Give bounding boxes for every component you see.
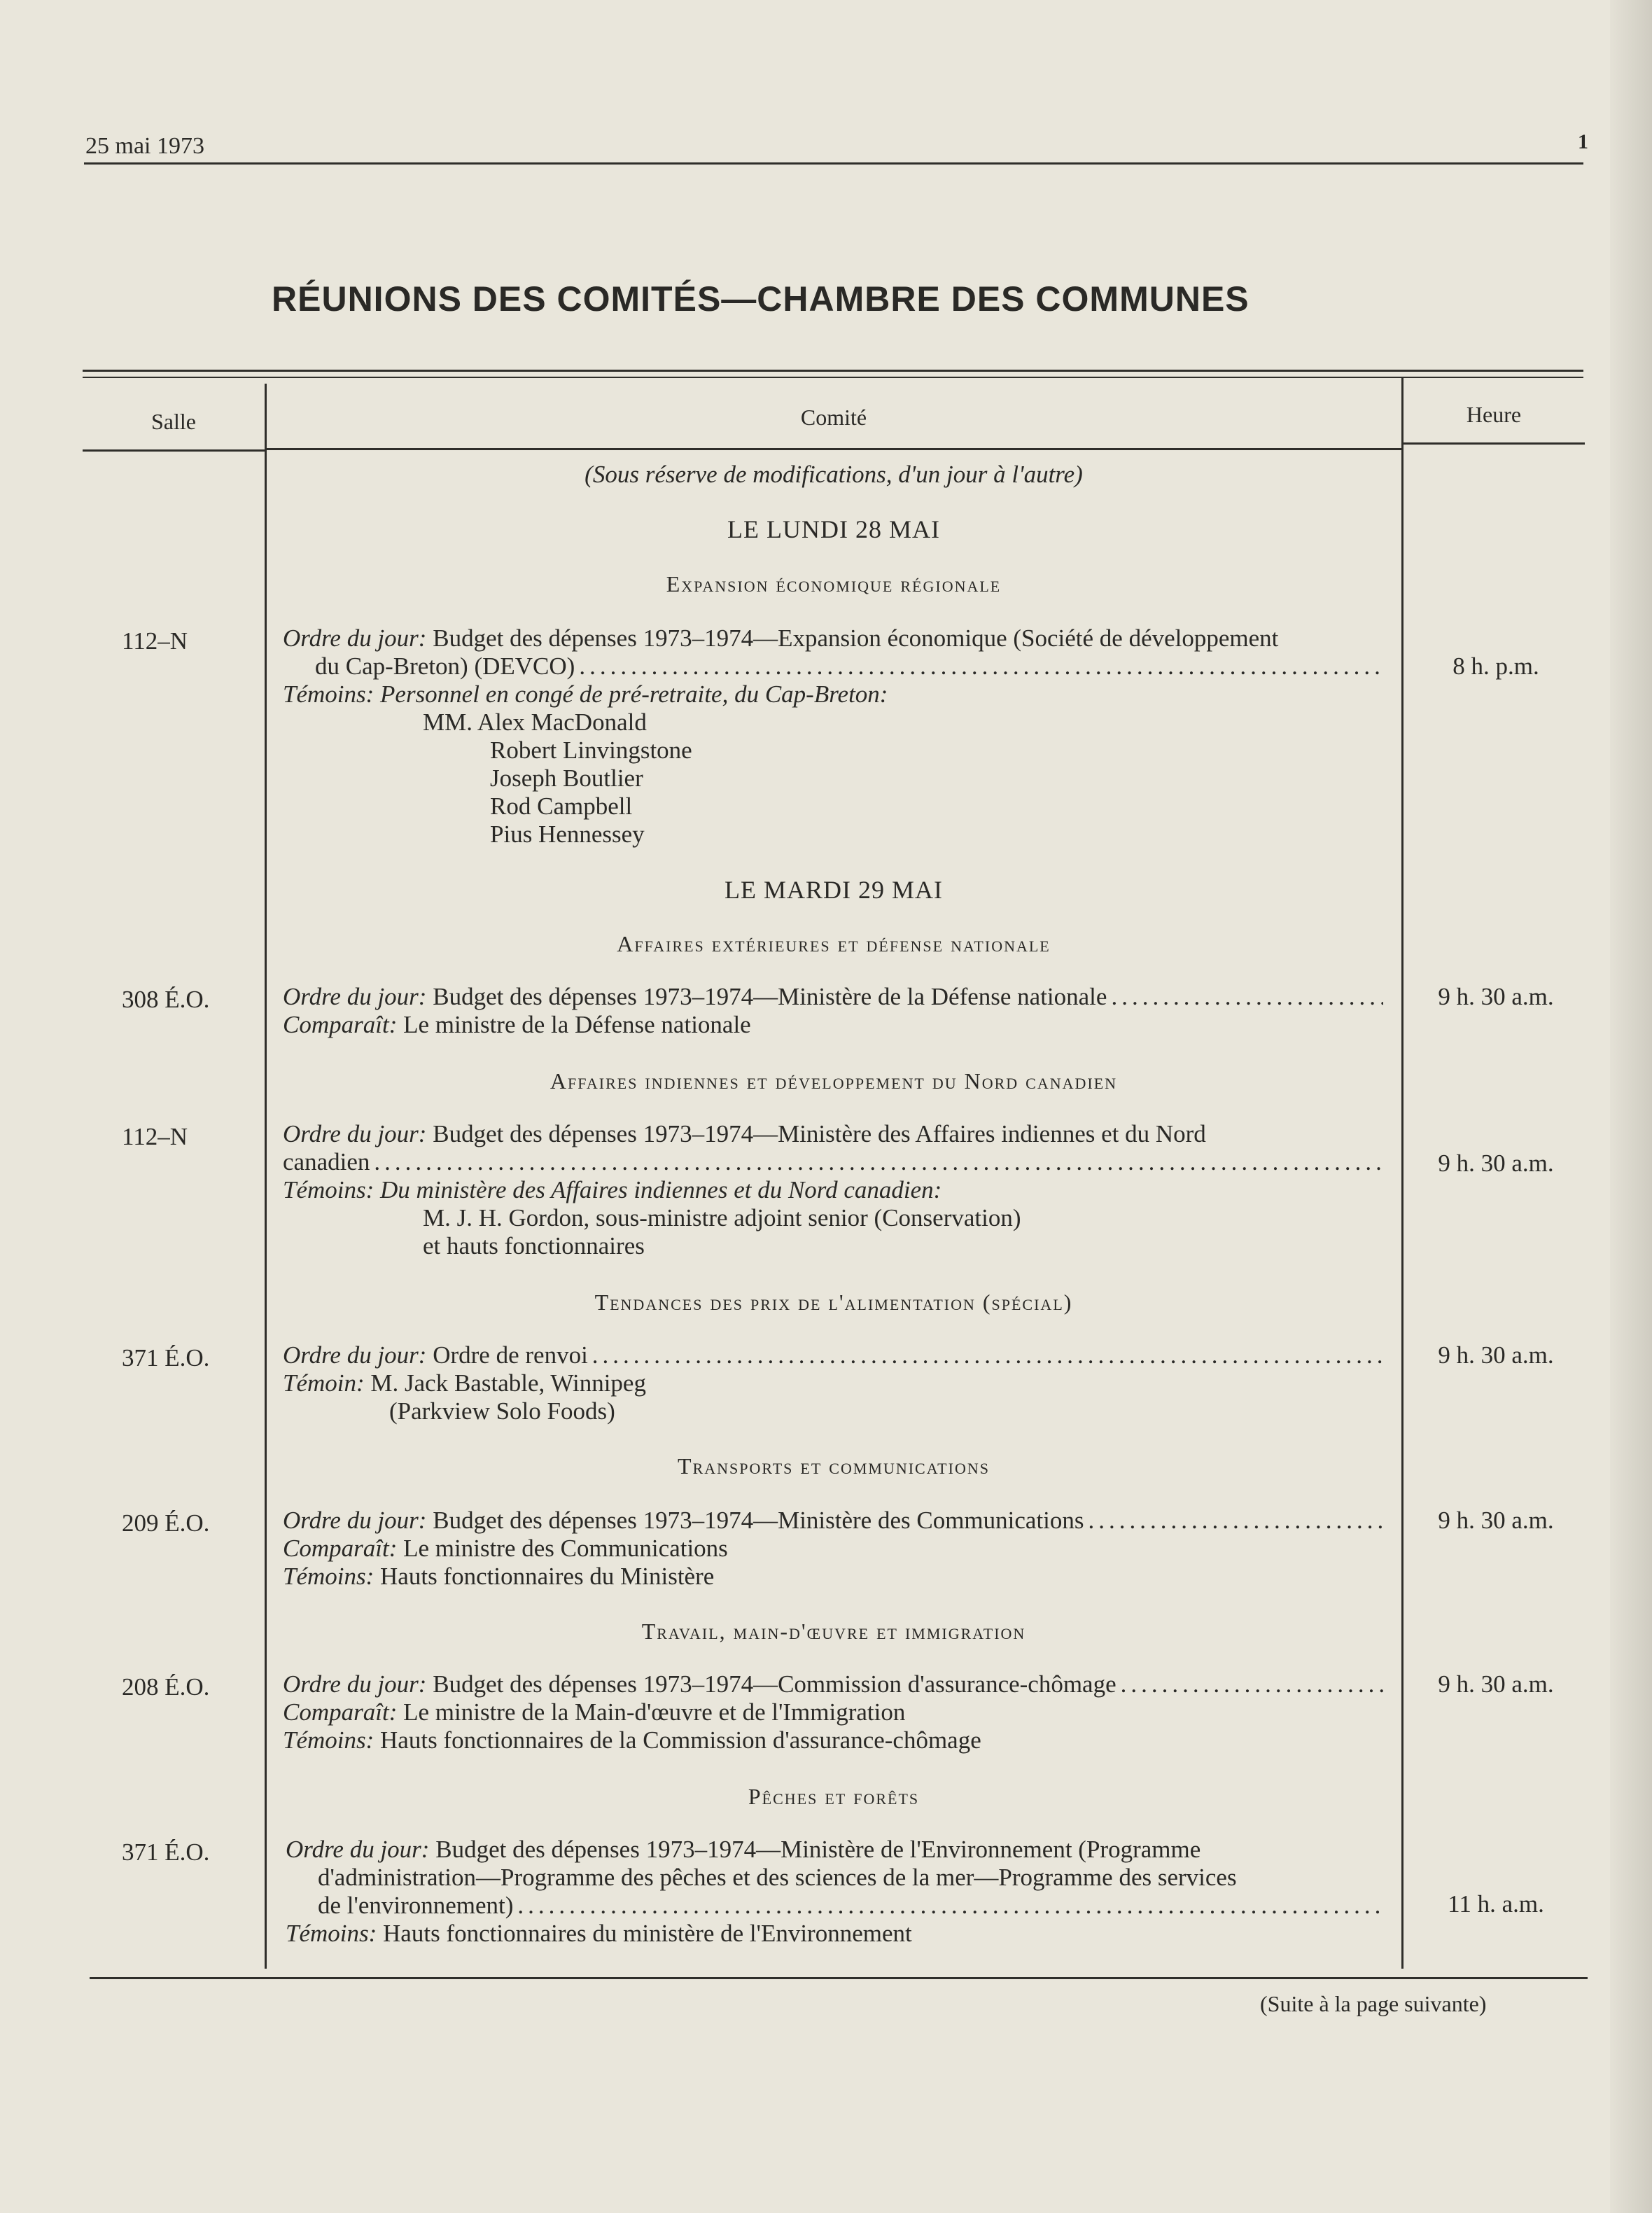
- committee-heading: Affaires extérieures et défense nationale: [617, 931, 1051, 956]
- table-top-rule-2: [83, 377, 1583, 378]
- committee-entry: Ordre du jour: Budget des dépenses 1973–1974—Ministère de l'Environnement (Programme d'administration—Programme des pêches et des sciences de la mer—Programme des services de l'environnement) ..... Témoins: Hauts fonctionnaires du ministère de l'Environnement: [286, 1836, 1386, 1948]
- meeting-time: 9 h. 30 a.m.: [1438, 983, 1554, 1010]
- committee-heading: Travail, main-d'œuvre et immigration: [641, 1619, 1026, 1644]
- room-number: 371 É.O.: [122, 1344, 210, 1371]
- meeting-time: 8 h. p.m.: [1452, 652, 1539, 680]
- meeting-time: 9 h. 30 a.m.: [1438, 1507, 1554, 1534]
- room-number: 209 É.O.: [122, 1509, 210, 1537]
- header-rule: [84, 162, 1583, 165]
- committee-entry: Ordre du jour: Budget des dépenses 1973–1974—Commission d'assurance-chômage ..... Comparaît: Le ministre de la Main-d'œuvre et de l'Immigration Témoins: Hauts fonctionnaires de la Commission d'assurance-chômage: [283, 1670, 1383, 1754]
- room-number: 371 É.O.: [122, 1838, 210, 1866]
- committee-entry: Ordre du jour: Budget des dépenses 1973–1974—Ministère de la Défense nationale ..... Comparaît: Le ministre de la Défense nationale: [283, 983, 1383, 1039]
- schedule-note: (Sous réserve de modifications, d'un jour à l'autre): [584, 461, 1083, 488]
- room-number: 208 É.O.: [122, 1673, 210, 1701]
- column-header-comite: Comité: [800, 405, 867, 430]
- header-date: 25 mai 1973: [85, 133, 204, 159]
- committee-heading: Expansion économique régionale: [666, 571, 1002, 596]
- meeting-time: 9 h. 30 a.m.: [1438, 1670, 1554, 1698]
- meeting-time: 11 h. a.m.: [1448, 1890, 1544, 1918]
- committee-heading: Affaires indiennes et développement du Nord canadien: [550, 1068, 1118, 1094]
- continuation-note: (Suite à la page suivante): [1260, 1991, 1487, 2016]
- committee-heading: Tendances des prix de l'alimentation (spécial): [594, 1290, 1073, 1315]
- day-heading-monday: LE LUNDI 28 MAI: [727, 515, 940, 543]
- room-number: 112–N: [122, 1123, 188, 1150]
- committee-heading: Pêches et forêts: [748, 1784, 920, 1809]
- column-header-heure: Heure: [1466, 402, 1522, 427]
- header-rule-comite: [266, 448, 1401, 450]
- committee-entry: Ordre du jour: Budget des dépenses 1973–1974—Ministère des Affaires indiennes et du Nord canadien ..... Témoins: Du ministère des Affaires indiennes et du Nord canadien: M. J. H. Gordon, sous-ministre adjoint senior (Conservation) et hauts fonctionnaires: [283, 1120, 1383, 1260]
- committee-entry: Ordre du jour: Ordre de renvoi ..... Témoin: M. Jack Bastable, Winnipeg (Parkview Solo Foods): [283, 1341, 1383, 1425]
- committee-heading: Transports et communications: [678, 1453, 990, 1479]
- table-top-rule: [83, 370, 1583, 372]
- room-number: 308 É.O.: [122, 986, 210, 1013]
- committee-entry: Ordre du jour: Budget des dépenses 1973–1974—Ministère des Communications ..... Comparaît: Le ministre des Communications Témoins: Hauts fonctionnaires du Ministère: [283, 1507, 1383, 1591]
- header-rule-salle: [83, 449, 265, 452]
- column-header-salle: Salle: [151, 409, 196, 434]
- meeting-time: 9 h. 30 a.m.: [1438, 1341, 1554, 1369]
- room-number: 112–N: [122, 627, 188, 655]
- meeting-time: 9 h. 30 a.m.: [1438, 1150, 1554, 1177]
- day-heading-tuesday: LE MARDI 29 MAI: [724, 876, 943, 904]
- column-divider-left: [265, 384, 267, 1969]
- page-number: 1: [1578, 130, 1588, 153]
- committee-entry: Ordre du jour: Budget des dépenses 1973–1974—Expansion économique (Société de développement du Cap-Breton) (DEVCO) ..... Témoins: Personnel en congé de pré-retraite, du Cap-Breton: MM. Alex MacDonald Robert Linvingstone Joseph Boutlier Rod Campbell Pius Hennessey: [283, 624, 1383, 849]
- table-bottom-rule: [90, 1977, 1588, 1979]
- page-edge-shadow: [1610, 0, 1652, 2213]
- page-title: RÉUNIONS DES COMITÉS—CHAMBRE DES COMMUNES: [272, 279, 1250, 319]
- header-rule-heure: [1403, 442, 1585, 445]
